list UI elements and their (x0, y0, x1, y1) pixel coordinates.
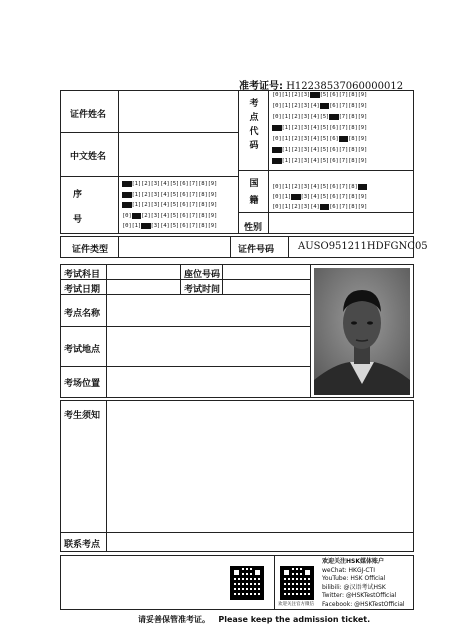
bubble-digit: [1] (131, 191, 142, 198)
bubble-digit: [6] (329, 125, 339, 131)
bubble-digit: [8] (198, 191, 208, 198)
bubble-digit: [1] (281, 103, 292, 109)
bubble-row (122, 223, 217, 229)
bubble-digit: [9] (207, 181, 218, 187)
bubble-row (122, 181, 217, 187)
bubble-digit: [7] (338, 194, 349, 200)
keep-ticket-notice: 请妥善保管准考证。 Please keep the admission ticket. (138, 615, 371, 624)
bubble-digit: [5] (319, 184, 330, 190)
bubble-digit: [3] (300, 92, 311, 98)
bubble-digit: [1] (281, 125, 292, 131)
date-label: 考试日期 (64, 285, 101, 295)
bubble-digit: [8] (348, 136, 358, 142)
bubble-digit: [8] (348, 147, 358, 153)
bubble-digit: [9] (357, 184, 368, 190)
bubble-digit: [1] (281, 158, 292, 164)
bubble-digit: [6] (329, 103, 339, 109)
bubble-digit: [5] (319, 147, 330, 153)
bubble-digit: [4] (160, 181, 170, 187)
bubble-digit: [0] (272, 147, 282, 153)
bubble-digit: [3] (300, 158, 311, 164)
bubble-digit: [1] (281, 184, 292, 190)
bubble-digit: [0] (272, 204, 282, 210)
bubble-digit: [8] (348, 114, 358, 120)
bubble-row (122, 213, 217, 219)
bubble-digit: [1] (131, 212, 142, 219)
bubble-digit: [8] (348, 194, 358, 200)
bubble-digit: [7] (338, 204, 349, 210)
bubble-digit: [6] (179, 202, 189, 208)
bubble-digit: [5] (169, 212, 180, 219)
bubble-digit: [5] (319, 136, 330, 142)
room-label: 考场位置 (64, 379, 101, 389)
bubble-digit: [6] (329, 147, 339, 153)
qr-code-icon (230, 566, 264, 600)
bubble-digit: [2] (291, 184, 301, 190)
bubble-digit: [1] (131, 223, 142, 229)
bubble-digit: [2] (291, 204, 301, 210)
bubble-digit: [6] (329, 136, 339, 142)
bubble-digit: [4] (310, 147, 320, 153)
bubble-digit: [4] (310, 184, 320, 190)
bubble-digit: [8] (198, 181, 208, 187)
bubble-digit: [9] (357, 103, 368, 109)
bubble-digit: [3] (150, 212, 161, 219)
bubble-digit: [9] (357, 147, 368, 153)
bubble-digit: [9] (357, 158, 368, 164)
bubble-digit: [6] (329, 184, 339, 190)
admission-number-value: H12238537060000012 (286, 81, 404, 92)
bubble-digit: [7] (188, 212, 199, 219)
bubble-digit: [2] (141, 181, 151, 187)
bubble-digit: [0] (272, 194, 282, 200)
bubble-digit: [7] (188, 181, 199, 187)
bubble-digit: [1] (281, 92, 292, 98)
bubble-digit: [9] (207, 191, 218, 198)
bubble-row (272, 136, 367, 142)
cert-type-label: 证件类型 (72, 245, 109, 255)
bubble-digit: [0] (122, 181, 132, 187)
bubble-digit: [4] (310, 114, 320, 120)
bubble-digit: [2] (141, 191, 151, 198)
bubble-digit: [2] (291, 194, 301, 200)
social-accounts: 欢迎关注HSK媒体账户 weChat: HKGJ-CTI YouTube: HSK Official bilibili: @汉语考试HSK Twitter: @HSKTestOfficial Facebook: @HSKTestOfficial (322, 558, 405, 608)
bubble-digit: [9] (207, 202, 218, 208)
bubble-digit: [5] (319, 125, 330, 131)
bubble-digit: [1] (281, 147, 292, 153)
bubble-digit: [9] (357, 194, 368, 200)
bubble-digit: [5] (169, 202, 180, 208)
bubble-digit: [9] (207, 212, 218, 219)
bubble-digit: [8] (198, 223, 208, 229)
admission-number-label: 准考证号: (239, 81, 283, 92)
bubble-digit: [8] (348, 184, 358, 190)
cert-number-value: AUSO951211HDFGNC05 (298, 241, 428, 252)
chinese-name-label: 中文姓名 (70, 152, 107, 162)
bubble-digit: [4] (160, 191, 170, 198)
qr-caption: 欢迎关注官方微信 (278, 602, 314, 607)
bubble-digit: [3] (300, 103, 311, 109)
bubble-digit: [8] (348, 125, 358, 131)
bubble-digit: [4] (160, 212, 170, 219)
bubble-digit: [0] (122, 223, 132, 229)
bubble-digit: [3] (300, 184, 311, 190)
bubble-digit: [7] (338, 184, 349, 190)
notice-block (60, 400, 414, 552)
bubble-digit: [9] (207, 223, 218, 229)
bubble-digit: [7] (338, 125, 349, 131)
bubble-digit: [0] (272, 114, 282, 120)
bubble-digit: [6] (179, 181, 189, 187)
subject-label: 考试科目 (64, 270, 101, 280)
bubble-digit: [1] (281, 114, 292, 120)
bubble-digit: [7] (188, 191, 199, 198)
bubble-digit: [6] (329, 92, 339, 98)
bubble-digit: [2] (141, 223, 151, 229)
bubble-digit: [4] (310, 204, 320, 210)
bubble-digit: [3] (300, 147, 311, 153)
bubble-digit: [4] (310, 103, 320, 109)
bubble-row (122, 202, 217, 208)
bubble-digit: [5] (319, 103, 330, 109)
bubble-digit: [0] (272, 184, 282, 190)
bubble-digit: [3] (150, 223, 161, 229)
notice-label: 考生须知 (64, 411, 101, 421)
bubble-digit: [4] (310, 136, 320, 142)
sequence-label-bottom: 号 (73, 215, 83, 225)
bubble-digit: [0] (272, 103, 282, 109)
bubble-row (272, 147, 367, 153)
bubble-digit: [5] (319, 114, 330, 120)
bubble-digit: [6] (329, 114, 339, 120)
bubble-digit: [3] (150, 181, 161, 187)
bubble-digit: [2] (291, 103, 301, 109)
sequence-label-top: 序 (73, 190, 83, 200)
bubble-digit: [7] (188, 223, 199, 229)
bubble-digit: [7] (338, 158, 349, 164)
bubble-digit: [2] (141, 212, 151, 219)
bubble-row (272, 92, 367, 98)
bubble-row (272, 184, 367, 190)
bubble-digit: [9] (357, 92, 368, 98)
bubble-digit: [1] (281, 194, 292, 200)
bubble-digit: [8] (348, 103, 358, 109)
address-label: 考试地点 (64, 345, 101, 355)
bubble-digit: [3] (300, 136, 311, 142)
bubble-digit: [1] (131, 202, 142, 208)
bubble-digit: [0] (122, 212, 132, 219)
bubble-digit: [8] (348, 204, 358, 210)
bubble-digit: [4] (310, 92, 320, 98)
seat-label: 座位号码 (184, 270, 221, 280)
bubble-digit: [0] (272, 125, 282, 131)
bubble-digit: [5] (169, 223, 180, 229)
bubble-digit: [4] (310, 194, 320, 200)
bubble-row (122, 192, 217, 198)
bubble-digit: [5] (319, 92, 330, 98)
bubble-digit: [2] (291, 125, 301, 131)
time-label: 考试时间 (184, 285, 221, 295)
bubble-digit: [6] (179, 212, 189, 219)
bubble-digit: [4] (310, 125, 320, 131)
bubble-digit: [3] (300, 204, 311, 210)
bubble-digit: [7] (188, 202, 199, 208)
bubble-digit: [0] (272, 158, 282, 164)
bubble-digit: [9] (357, 136, 368, 142)
bubble-row (272, 103, 367, 109)
bubble-digit: [1] (281, 136, 292, 142)
cert-name-label: 证件姓名 (70, 110, 107, 120)
site-code-label: 考 点 代 码 (249, 99, 259, 151)
bubble-digit: [5] (319, 158, 330, 164)
bubble-digit: [6] (329, 204, 339, 210)
bubble-digit: [2] (291, 158, 301, 164)
bubble-digit: [6] (329, 158, 339, 164)
bubble-digit: [7] (338, 92, 349, 98)
bubble-row (272, 204, 367, 210)
gender-label: 性别 (244, 223, 263, 233)
site-name-label: 考点名称 (64, 309, 101, 319)
bubble-digit: [8] (198, 202, 208, 208)
bubble-digit: [0] (122, 191, 132, 198)
bubble-digit: [7] (338, 103, 349, 109)
bubble-digit: [0] (122, 202, 132, 208)
bubble-row (272, 194, 367, 200)
bubble-digit: [0] (272, 136, 282, 142)
bubble-digit: [7] (338, 147, 349, 153)
bubble-digit: [3] (300, 194, 311, 200)
bubble-digit: [5] (169, 191, 180, 198)
bubble-digit: [6] (179, 191, 189, 198)
cert-number-label: 证件号码 (238, 245, 275, 255)
bubble-digit: [4] (310, 158, 320, 164)
bubble-digit: [1] (281, 204, 292, 210)
bubble-digit: [5] (319, 194, 330, 200)
bubble-digit: [3] (300, 125, 311, 131)
bubble-digit: [2] (141, 202, 151, 208)
bubble-digit: [6] (329, 194, 339, 200)
bubble-digit: [9] (357, 125, 368, 131)
bubble-digit: [3] (300, 114, 311, 120)
bubble-digit: [8] (198, 212, 208, 219)
bubble-digit: [3] (150, 191, 161, 198)
bubble-digit: [4] (160, 202, 170, 208)
bubble-digit: [4] (160, 223, 170, 229)
bubble-row (272, 114, 367, 120)
bubble-digit: [2] (291, 92, 301, 98)
bubble-digit: [7] (338, 136, 349, 142)
bubble-digit: [8] (348, 92, 358, 98)
candidate-photo (314, 268, 410, 395)
bubble-digit: [5] (169, 181, 180, 187)
nationality-label: 国 籍 (249, 179, 259, 206)
bubble-digit: [5] (319, 204, 330, 210)
contact-label: 联系考点 (64, 540, 101, 550)
bubble-digit: [6] (179, 223, 189, 229)
bubble-digit: [8] (348, 158, 358, 164)
bubble-digit: [3] (150, 202, 161, 208)
bubble-row (272, 125, 367, 131)
bubble-digit: [1] (131, 181, 142, 187)
bubble-digit: [7] (338, 114, 349, 120)
bubble-digit: [9] (357, 114, 368, 120)
bubble-row (272, 158, 367, 164)
bubble-digit: [9] (357, 204, 368, 210)
qr-code-icon (280, 566, 314, 600)
bubble-digit: [2] (291, 114, 301, 120)
bubble-digit: [0] (272, 92, 282, 98)
bubble-digit: [2] (291, 147, 301, 153)
bubble-digit: [2] (291, 136, 301, 142)
